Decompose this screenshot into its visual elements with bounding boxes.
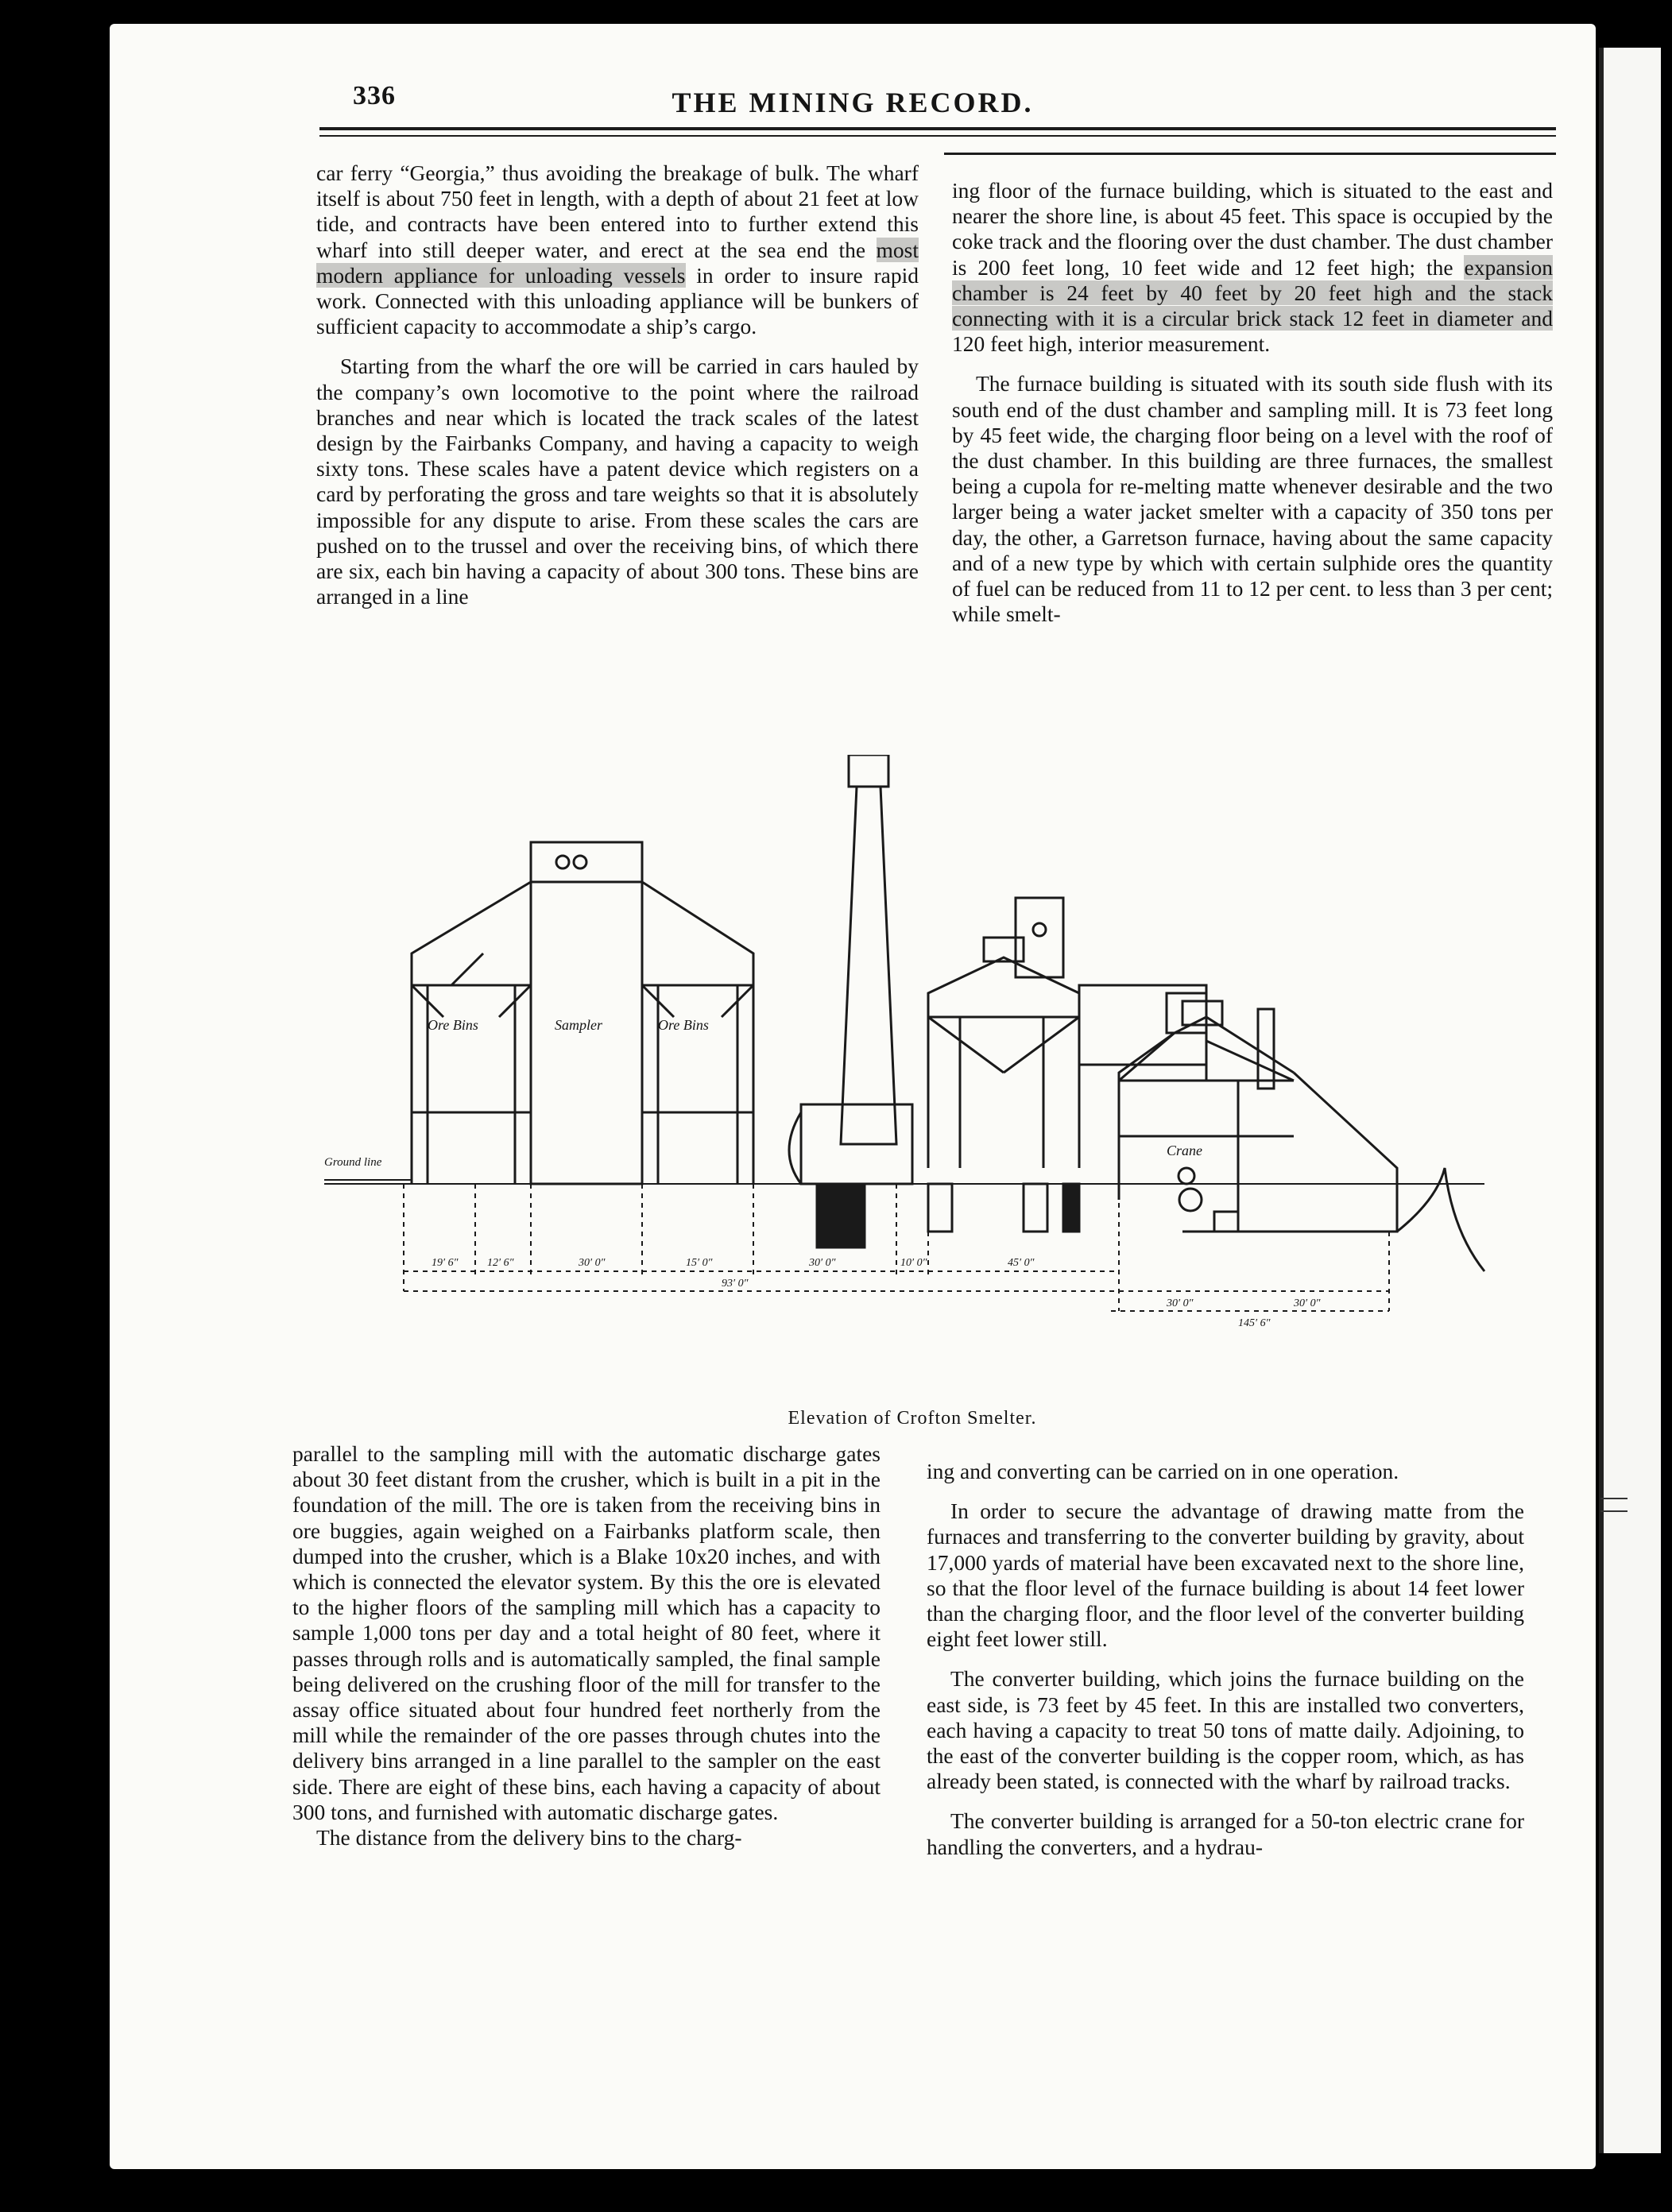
dimension-label: 93′ 0″	[722, 1278, 749, 1290]
column-top-right	[952, 178, 1553, 641]
dimension-label: 12′ 6″	[487, 1257, 514, 1269]
label-ore-bins-left: Ore Bins	[428, 1017, 478, 1033]
paragraph: In order to secure the advantage of drawing matte from the furnaces and transferring to the converter building by gravity, about 17,000 yards of material have been excavated next to the shore line, so that the floor level of the furnace building is about 14 feet lower than the charging floor, and the floor level of the converter building eight feet lower still.	[927, 1499, 1524, 1652]
paragraph: Starting from the wharf the ore will be carried in cars hauled by the company’s own locomotive to the point where the railroad branches and near which is located the track scales of the latest design by the Fairbanks Company, and having a capacity to weigh sixty tons. These scales have a patent device which registers on a card by perforating the gross and tare weights so that it is absolutely impossible for any dispute to arise. From these scales the cars are pushed on to the trussel and over the receiving bins, of which there are six, each bin having a capacity of about 300 tons. These bins are arranged in a line	[316, 354, 919, 609]
dimension-label: 19′ 6″	[432, 1257, 459, 1269]
journal-title: THE MINING RECORD.	[672, 87, 1034, 118]
dimension-label: 10′ 0″	[900, 1257, 927, 1269]
label-ground-line: Ground line	[324, 1156, 382, 1169]
label-sampler: Sampler	[555, 1017, 602, 1033]
smelter-elevation-figure	[324, 755, 1500, 1446]
magazine-page	[110, 24, 1596, 2169]
page-header	[110, 24, 1596, 151]
column-bottom-left	[292, 1441, 881, 1865]
paragraph: car ferry “Georgia,” thus avoiding the breakage of bulk. The wharf itself is about 750 feet in length, with a depth of about 21 feet at low tide, and contracts have been entered into to further extend this wharf into still deeper water, and erect at the sea end the most modern appliance for unloading vessels in order to insure rapid work. Connected with this unloading appliance will be bunkers of sufficient capacity to accommodate a ship’s cargo.	[316, 160, 919, 339]
page-number: 336	[353, 81, 396, 110]
paragraph: ing floor of the furnace building, which is situated to the east and nearer the shore line, is about 45 feet. This space is occupied by the coke track and the flooring over the dust chamber. The dust chamber is 200 feet long, 10 feet wide and 12 feet high; the expansion chamber is 24 feet by 40 feet by 20 feet high and the stack connecting with it is a circular brick stack 12 feet in diameter and 120 feet high, interior measurement.	[952, 178, 1553, 357]
header-rule-thin	[319, 135, 1556, 137]
next-page-edge	[1599, 48, 1661, 2153]
label-crane: Crane	[1167, 1143, 1202, 1158]
dimension-label: 45′ 0″	[1008, 1257, 1035, 1269]
dimension-label: 30′ 0″	[579, 1257, 606, 1269]
dimension-label: 15′ 0″	[686, 1257, 713, 1269]
dimension-label: 30′ 0″	[809, 1257, 836, 1269]
dimension-label: 30′ 0″	[1294, 1297, 1321, 1309]
paragraph: The converter building, which joins the furnace building on the east side, is 73 feet by 45 feet. In this are installed two converters, each having a capacity to treat 50 tons of matte daily. Adjoining, to the east of the converter building is the copper room, which, as has already been stated, is connected with the wharf by railroad tracks.	[927, 1666, 1524, 1794]
label-ore-bins-right: Ore Bins	[658, 1017, 709, 1033]
paragraph: ing and converting can be carried on in one operation.	[927, 1459, 1399, 1483]
elevation-drawing	[324, 755, 1500, 1398]
dimension-label: 145′ 6″	[1238, 1317, 1271, 1329]
dimension-label: 30′ 0″	[1167, 1297, 1194, 1309]
figure-caption: Elevation of Crofton Smelter.	[788, 1408, 1037, 1429]
paragraph: parallel to the sampling mill with the automatic discharge gates about 30 feet distant from the crusher, which is built in a pit in the foundation of the mill. The ore is taken from the receiving bins in ore buggies, again weighed on a Fairbanks platform scale, then dumped into the crusher, which is a Blake 10x20 inches, and with which is connected the elevator system. By this the ore is elevated to the higher floors of the sampling mill which has a capacity to sample 1,000 tons per day and a total height of 80 feet, where it passes through rolls and is automatically sampled, the final sample being delivered on the crushing floor of the mill for transfer to the assay office situated about four hundred feet northerly from the mill while the remainder of the ore passes through chutes into the delivery bins arranged in a line parallel to the sampler on the east side. There are eight of these bins, each having a capacity of about 300 tons, and furnished with automatic discharge gates.	[292, 1441, 881, 1824]
column-top-left	[316, 160, 919, 624]
paragraph: The converter building is arranged for a 50-ton electric crane for handling the converters, and a hydrau-	[927, 1808, 1524, 1859]
column-bottom-right	[927, 1459, 1524, 1874]
header-rule-short	[944, 153, 1556, 155]
page-edge-mark	[1600, 1498, 1627, 1512]
header-rule	[319, 127, 1556, 130]
paragraph: The distance from the delivery bins to the charg-	[316, 1825, 742, 1850]
paragraph: The furnace building is situated with its south side flush with its south end of the dust chamber and sampling mill. It is 73 feet long by 45 feet wide, the charging floor being on a level with the roof of the dust chamber. In this building are three furnaces, the smallest being a cupola for re-melting matte whenever desirable and the two larger being a water jacket smelter with a capacity of 350 tons per day, the other, a Garretson furnace, having about the same capacity and of a new type by which with certain sulphide ores the quantity of fuel can be reduced from 11 to 12 per cent. to less than 3 per cent; while smelt-	[952, 371, 1553, 627]
